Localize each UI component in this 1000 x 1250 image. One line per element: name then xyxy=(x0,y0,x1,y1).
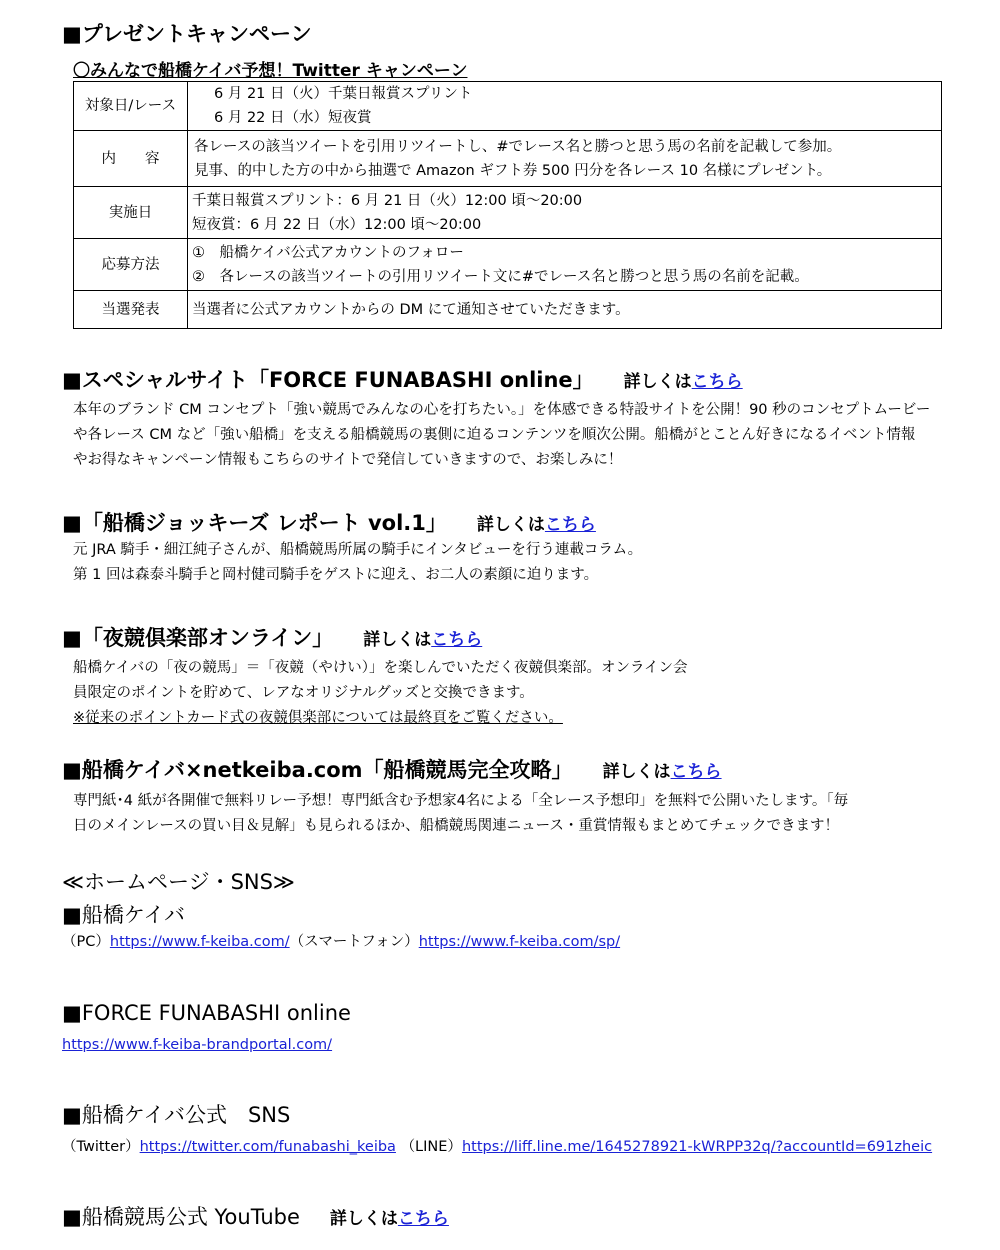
line-link[interactable]: https://liff.line.me/1645278921-kWRPP32q/?accountId=691zheic xyxy=(461,1139,933,1155)
table-row xyxy=(74,187,942,239)
youtube-heading: ■船橋競馬公式 YouTube 詳しくはこちら xyxy=(62,1205,449,1229)
table-row xyxy=(74,291,942,329)
funabashi-keiba-heading: ■船橋ケイバ xyxy=(62,903,185,927)
row-content: ① 船橋ケイバ公式アカウントのフォロー ② 各レースの該当ツイートの引用リツイート文に#でレース名と勝つと思う馬の名前を記載。 xyxy=(188,239,942,291)
youtube-link[interactable]: こちら xyxy=(397,1209,449,1229)
detail-label: 詳しくは xyxy=(602,762,671,782)
row-content: 6 月 21 日（火）千葉日報賞スプリント 6 月 22 日（水）短夜賞 xyxy=(188,82,942,131)
smartphone-site-link[interactable]: https://www.f-keiba.com/sp/ xyxy=(418,934,621,950)
official-sns-heading: ■船橋ケイバ公式 SNS xyxy=(62,1103,291,1127)
netkeiba-description: 専門紙･4 紙が各開催で無料リレー予想！専門紙含む予想家4名による「全レース予想印」を無料で公開いたします。「毎 日のメインレースの買い目＆見解」も見られるほか、船橋競馬関連ニュース・重賞情報もまとめてチェックできます！ xyxy=(73,793,849,834)
special-site-heading: ■スペシャルサイト「FORCE FUNABASHI online」 詳しくはこちら xyxy=(62,368,743,392)
pc-site-link[interactable]: https://www.f-keiba.com/ xyxy=(109,934,290,950)
twitter-campaign-subheading: 〇みんなで船橋ケイバ予想！Twitter キャンペーン xyxy=(73,61,468,81)
row-label: 応募方法 xyxy=(74,239,188,291)
present-campaign-heading: ■プレゼントキャンペーン xyxy=(62,22,312,46)
row-label: 当選発表 xyxy=(74,291,188,329)
club-online-description: 船橋ケイバの「夜の競馬」＝「夜競（やけい）」を楽しんでいただく夜競倶楽部。オンライン会 員限定のポイントを貯めて、レアなオリジナルグッズと交換できます。 ※従来のポイントカード式の夜競倶楽部については最終頁をご覧ください。 xyxy=(73,656,688,731)
club-online-heading: ■「夜競倶楽部オンライン」 詳しくはこちら xyxy=(62,626,483,650)
jockeys-report-link[interactable]: こちら xyxy=(544,515,596,535)
special-site-link[interactable]: こちら xyxy=(691,372,743,392)
table-row xyxy=(74,131,942,187)
jockeys-report-description: 元 JRA 騎手・細江純子さんが、船橋競馬所属の騎手にインタビューを行う連載コラム。 第 1 回は森泰斗騎手と岡村健司騎手をゲストに迎え、お二人の素顔に迫ります。 xyxy=(73,542,643,583)
row-label: 対象日/レース xyxy=(74,82,188,131)
official-sns-links: （Twitter）https://twitter.com/funabashi_keiba （LINE）https://liff.line.me/1645278921-kWRPP32q/?accountId=691zheic xyxy=(62,1139,933,1155)
campaign-table xyxy=(73,81,942,329)
special-site-description: 本年のブランド CM コンセプト「強い競馬でみんなの心を打ちたい。」を体感できる特設サイトを公開！90 秒のコンセプトムービー や各レース CM など「強い船橋」を支える船橋競馬の裏側に迫るコンテンツを順次公開。船橋がとことん好きになるイベント情報 やお得なキャンペーン情報もこちらのサイトで発信していきますので、お楽しみに！ xyxy=(73,402,931,468)
row-content: 各レースの該当ツイートを引用リツイートし、#でレース名と勝つと思う馬の名前を記載して参加。 見事、的中した方の中から抽選で Amazon ギフト券 500 円分を各レース 10 名様にプレゼント。 xyxy=(188,131,942,187)
netkeiba-heading: ■船橋ケイバ×netkeiba.com「船橋競馬完全攻略」 詳しくはこちら xyxy=(62,758,722,782)
row-label: 実施日 xyxy=(74,187,188,239)
club-online-link[interactable]: こちら xyxy=(431,630,483,650)
netkeiba-link[interactable]: こちら xyxy=(670,762,722,782)
twitter-link[interactable]: https://twitter.com/funabashi_keiba xyxy=(139,1139,396,1155)
club-note: ※従来のポイントカード式の夜競倶楽部については最終頁をご覧ください。 xyxy=(73,710,563,726)
detail-label: 詳しくは xyxy=(329,1209,398,1229)
brandportal-link[interactable]: https://www.f-keiba-brandportal.com/ xyxy=(62,1037,333,1053)
table-row xyxy=(74,239,942,291)
table-row xyxy=(74,82,942,131)
detail-label: 詳しくは xyxy=(623,372,692,392)
detail-label: 詳しくは xyxy=(476,515,545,535)
row-content: 千葉日報賞スプリント：6 月 21 日（火）12:00 頃～20:00 短夜賞：6 月 22 日（水）12:00 頃～20:00 xyxy=(188,187,942,239)
jockeys-report-heading: ■「船橋ジョッキーズ レポート vol.1」 詳しくはこちら xyxy=(62,511,596,535)
homepage-sns-title: ≪ホームページ・SNS≫ xyxy=(62,870,295,894)
row-label: 内 容 xyxy=(74,131,188,187)
force-funabashi-links xyxy=(62,1033,332,1058)
force-funabashi-heading: ■FORCE FUNABASHI online xyxy=(62,1001,351,1025)
detail-label: 詳しくは xyxy=(363,630,432,650)
funabashi-keiba-links: （PC）https://www.f-keiba.com/（スマートフォン）https://www.f-keiba.com/sp/ xyxy=(62,934,621,950)
row-content: 当選者に公式アカウントからの DM にて通知させていただきます。 xyxy=(188,291,942,329)
